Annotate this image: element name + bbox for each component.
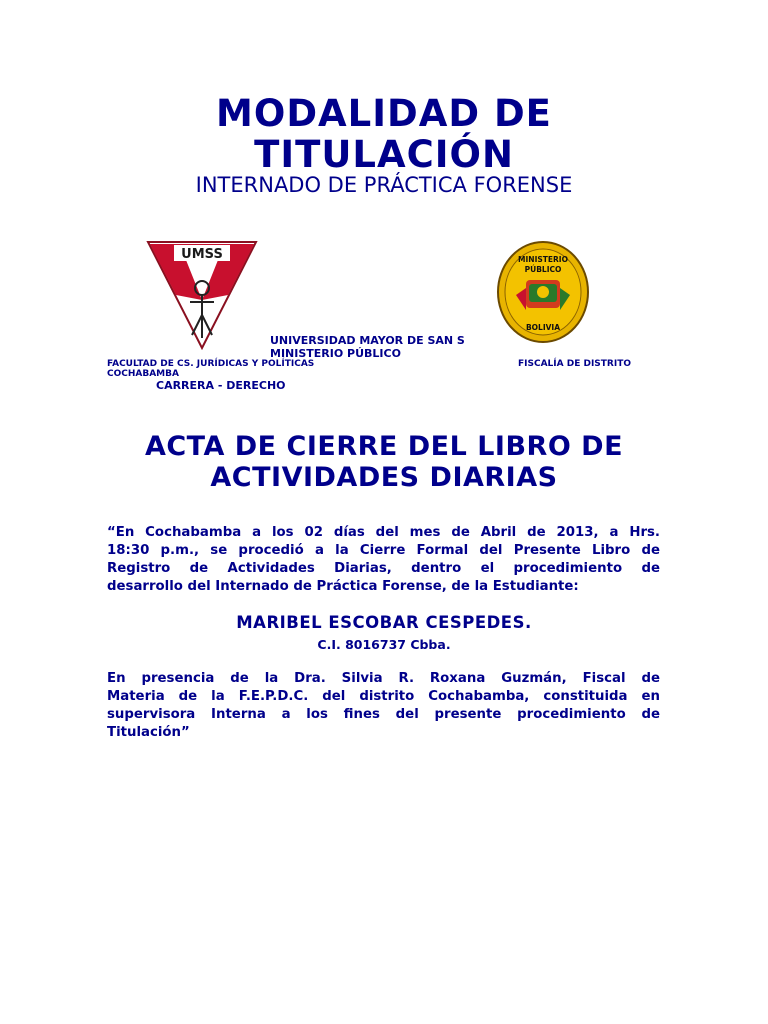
student-name: MARIBEL ESCOBAR CESPEDES. — [236, 613, 532, 632]
acta-title-line-2: ACTIVIDADES DIARIAS — [210, 462, 558, 493]
university-name: UNIVERSIDAD MAYOR DE SAN S — [270, 334, 465, 347]
title-line-1: MODALIDAD DE — [216, 92, 552, 135]
student-ci: C.I. 8016737 Cbba. — [317, 637, 451, 652]
paragraph-intro-line: desarrollo del Internado de Práctica Forense, de la Estudiante: — [107, 579, 579, 594]
seal-text-mid: PÚBLICO — [524, 265, 562, 274]
city-name: COCHABAMBA — [107, 369, 179, 379]
ministerio-publico-seal — [496, 240, 590, 344]
paragraph-presence-line: Materia de la F.E.P.D.C. del distrito Cochabamba, constituida en — [107, 689, 660, 704]
seal-text-bottom: BOLIVIA — [525, 323, 561, 332]
paragraph-intro-line: 18:30 p.m., se procedió a la Cierre Formal del Presente Libro de — [107, 543, 660, 558]
umss-logo-text: UMSS — [181, 247, 223, 262]
paragraph-intro-line: Registro de Actividades Diarias, dentro el procedimiento de — [107, 561, 660, 576]
ministry-name: MINISTERIO PÚBLICO — [270, 347, 401, 360]
paragraph-intro-line: “En Cochabamba a los 02 días del mes de Abril de 2013, a Hrs. — [107, 525, 660, 540]
paragraph-intro — [107, 524, 660, 596]
acta-title-line-1: ACTA DE CIERRE DEL LIBRO DE — [144, 431, 624, 462]
paragraph-presence-line: En presencia de la Dra. Silvia R. Roxana Guzmán, Fiscal de — [107, 671, 660, 686]
seal-text-top: MINISTERIO — [518, 255, 568, 264]
career-name: CARRERA - DERECHO — [156, 379, 286, 392]
subtitle: INTERNADO DE PRÁCTICA FORENSE — [195, 173, 573, 197]
fiscalia-name: FISCALÍA DE DISTRITO — [518, 359, 631, 369]
paragraph-presence-line: supervisora Interna a los fines del presente procedimiento de — [107, 707, 660, 722]
umss-logo — [146, 240, 258, 350]
paragraph-presence-line: Titulación” — [107, 725, 190, 740]
paragraph-presence — [107, 670, 660, 742]
title-line-2: TITULACIÓN — [254, 133, 514, 176]
faculty-name: FACULTAD DE CS. JURÍDICAS Y POLÍTICAS — [107, 359, 315, 369]
